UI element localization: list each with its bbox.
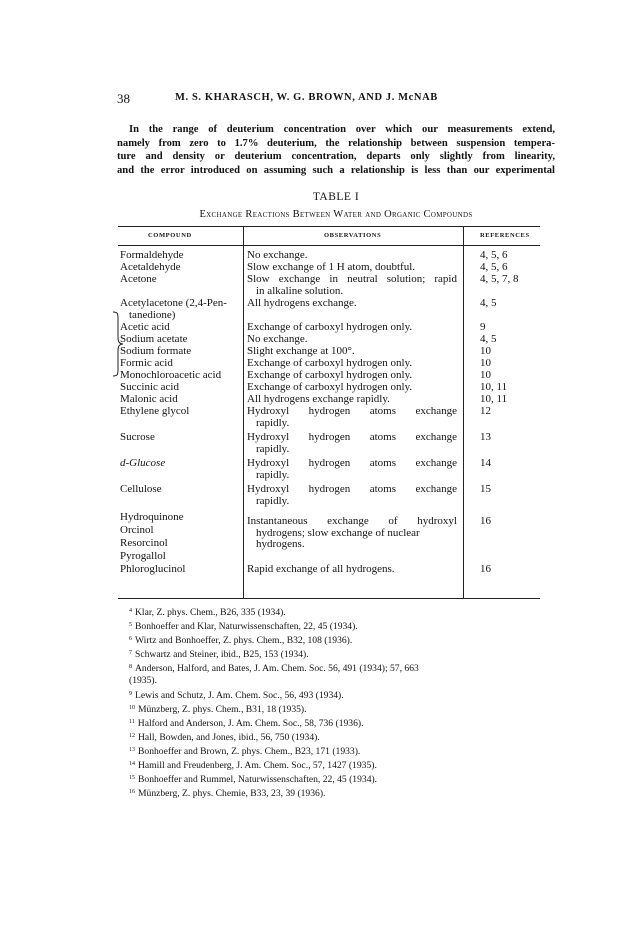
page-header bbox=[117, 91, 555, 107]
footnote-marker: 4 bbox=[129, 608, 132, 614]
observation-line: rapidly. bbox=[256, 494, 290, 507]
observation-cell: No exchange. bbox=[247, 333, 308, 345]
right-brace-icon bbox=[112, 311, 124, 377]
compound-cell bbox=[120, 458, 242, 470]
compound-cell: Sodium acetate bbox=[120, 333, 188, 345]
footnote bbox=[117, 619, 555, 633]
intro-line: ture and density or deuterium concentration, departs only slightly from linearity, bbox=[117, 151, 555, 163]
footnote-text: Hall, Bowden, and Jones, ibid., 56, 750 (1934). bbox=[138, 731, 320, 743]
observation-cell: All hydrogens exchange rapidly. bbox=[247, 393, 390, 405]
compound-cell: Resorcinol bbox=[120, 537, 168, 549]
reference-cell: 10, 11 bbox=[480, 381, 508, 393]
reference-cell: 4, 5, 6 bbox=[480, 249, 508, 261]
compound-cell: Monochloroacetic acid bbox=[120, 369, 222, 381]
compound-line: Acetylacetone (2,4-Pen- bbox=[120, 297, 227, 309]
reference-cell: 10 bbox=[480, 369, 491, 381]
footnote-text: Klar, Z. phys. Chem., B26, 335 (1934). bbox=[135, 607, 286, 618]
observation-cell bbox=[247, 432, 457, 455]
footnote-text: Hamill and Freudenberg, J. Am. Chem. Soc., 57, 1427 (1935). bbox=[138, 760, 377, 772]
observation-line: rapidly. bbox=[256, 442, 290, 455]
compound-cell: Formaldehyde bbox=[120, 249, 184, 261]
footnote-marker: 10 bbox=[129, 704, 135, 711]
footnote-text: Bonhoeffer and Rummel, Naturwissenschaften, 22, 45 (1934). bbox=[138, 774, 378, 786]
footnote-text: Anderson, Halford, and Bates, J. Am. Chem. Soc. 56, 491 (1934); 57, 663 bbox=[135, 663, 419, 675]
table-header-rule bbox=[118, 245, 540, 246]
observation-line: Hydroxyl hydrogen atoms exchange bbox=[247, 431, 457, 443]
intro-line: In the range of deuterium concentration over which our measurements extend, bbox=[129, 124, 555, 135]
compound-cell: Acetic acid bbox=[120, 321, 170, 333]
footnote bbox=[117, 730, 555, 744]
footnotes bbox=[117, 605, 555, 800]
observation-cell: Rapid exchange of all hydrogens. bbox=[247, 563, 395, 575]
reference-cell: 4, 5 bbox=[480, 297, 497, 309]
exchange-reactions-table bbox=[118, 226, 540, 598]
compound-cell: Acetone bbox=[120, 273, 157, 285]
compound-cell: Phloroglucinol bbox=[120, 563, 186, 575]
observation-cell bbox=[247, 516, 457, 551]
footnote-text: Münzberg, Z. phys. Chemie, B33, 23, 39 (1936). bbox=[138, 788, 326, 800]
footnote bbox=[117, 786, 555, 800]
observation-line: Hydroxyl hydrogen atoms exchange bbox=[247, 405, 457, 417]
footnote bbox=[117, 758, 555, 772]
running-title: M. S. KHARASCH, W. G. BROWN, AND J. McNAB bbox=[175, 92, 438, 103]
compound-cell: Sodium formate bbox=[120, 345, 192, 357]
observation-line: Instantaneous exchange of hydroxyl bbox=[247, 515, 457, 527]
observation-line: rapidly. bbox=[256, 468, 290, 481]
reference-cell: 16 bbox=[480, 515, 491, 527]
reference-cell: 12 bbox=[480, 405, 491, 417]
reference-cell: 14 bbox=[480, 457, 491, 469]
compound-cell: Succinic acid bbox=[120, 381, 179, 393]
footnote bbox=[117, 716, 555, 730]
compound-cell: Cellulose bbox=[120, 483, 162, 495]
compound-line: tanedione) bbox=[129, 308, 176, 321]
observation-line: Hydroxyl hydrogen atoms exchange bbox=[247, 457, 457, 469]
compound-cell bbox=[120, 298, 242, 321]
footnote bbox=[117, 772, 555, 786]
footnote-continuation: (1935). bbox=[129, 675, 157, 687]
table-column-divider bbox=[463, 226, 464, 598]
footnote-marker: 8 bbox=[129, 664, 132, 671]
footnote bbox=[117, 688, 555, 702]
reference-cell: 16 bbox=[480, 563, 491, 575]
column-header-observations: OBSERVATIONS bbox=[324, 232, 382, 239]
observation-cell: No exchange. bbox=[247, 249, 308, 261]
footnote-marker: 15 bbox=[129, 775, 135, 782]
observation-cell bbox=[247, 274, 457, 297]
footnote-marker: 14 bbox=[129, 761, 135, 768]
page-number: 38 bbox=[117, 91, 130, 106]
footnote-marker: 16 bbox=[129, 789, 135, 796]
observation-cell: Exchange of carboxyl hydrogen only. bbox=[247, 357, 413, 369]
table-top-rule bbox=[118, 226, 540, 227]
observation-line: Hydroxyl hydrogen atoms exchange bbox=[247, 483, 457, 495]
footnote-text: Wirtz and Bonhoeffer, Z. phys. Chem., B32, 108 (1936). bbox=[135, 635, 353, 647]
observation-line: hydrogens. bbox=[256, 538, 305, 551]
footnote-marker: 6 bbox=[129, 636, 132, 643]
footnote bbox=[117, 702, 555, 716]
compound-cell: Pyrogallol bbox=[120, 550, 166, 562]
observation-cell bbox=[247, 484, 457, 507]
table-column-divider bbox=[243, 226, 244, 598]
observation-line: Slow exchange in neutral solution; rapid bbox=[247, 273, 457, 285]
table-label: TABLE I bbox=[312, 191, 360, 203]
table-bottom-rule bbox=[118, 598, 540, 599]
reference-cell: 10 bbox=[480, 345, 491, 357]
observation-line: in alkaline solution. bbox=[256, 284, 344, 297]
compound-cell: Orcinol bbox=[120, 524, 154, 536]
intro-line: and the error introduced on assuming such a relationship is less than our experimental bbox=[117, 165, 555, 177]
reference-cell: 10, 11 bbox=[480, 393, 508, 405]
reference-cell: 4, 5 bbox=[480, 333, 497, 345]
observation-cell: Exchange of carboxyl hydrogen only. bbox=[247, 369, 413, 381]
reference-cell: 4, 5, 7, 8 bbox=[480, 273, 519, 285]
reference-cell: 10 bbox=[480, 357, 491, 369]
footnote bbox=[117, 744, 555, 758]
footnote-marker: 7 bbox=[129, 650, 132, 657]
reference-cell: 13 bbox=[480, 431, 491, 443]
compound-cell: Hydroquinone bbox=[120, 511, 184, 523]
footnote-text: Münzberg, Z. phys. Chem., B31, 18 (1935). bbox=[138, 703, 307, 715]
footnote-marker: 9 bbox=[129, 690, 132, 697]
table-caption: Exchange Reactions Between Water and Organic Compounds bbox=[199, 209, 473, 220]
observation-cell: Exchange of carboxyl hydrogen only. bbox=[247, 321, 413, 333]
reference-cell: 9 bbox=[480, 321, 486, 333]
footnote-marker: 5 bbox=[129, 622, 132, 629]
intro-line: namely from zero to 1.7% deuterium, the relationship between suspension tempera- bbox=[117, 137, 555, 149]
observation-cell bbox=[247, 406, 457, 429]
footnote bbox=[117, 647, 555, 661]
reference-cell: 4, 5, 6 bbox=[480, 261, 508, 273]
column-header-references: REFERENCES bbox=[480, 232, 530, 239]
footnote-text: Bonhoeffer and Klar, Naturwissenschaften, 22, 45 (1934). bbox=[135, 621, 358, 633]
observation-cell bbox=[247, 458, 457, 481]
footnote-marker: 11 bbox=[129, 718, 135, 725]
observation-line: hydrogens; slow exchange of nuclear bbox=[256, 526, 420, 539]
footnote bbox=[117, 633, 555, 647]
observation-cell: Slight exchange at 100°. bbox=[247, 345, 355, 357]
compound-cell: Sucrose bbox=[120, 431, 155, 443]
compound-cell: Malonic acid bbox=[120, 393, 178, 405]
compound-cell: Acetaldehyde bbox=[120, 261, 181, 273]
compound-cell: Ethylene glycol bbox=[120, 405, 190, 417]
observation-cell: Exchange of carboxyl hydrogen only. bbox=[247, 381, 413, 393]
observation-cell: Slow exchange of 1 H atom, doubtful. bbox=[247, 261, 416, 273]
footnote-text: Bonhoeffer and Brown, Z. phys. Chem., B23, 171 (1933). bbox=[138, 745, 361, 757]
footnote-marker: 12 bbox=[129, 732, 135, 739]
column-header-compound: COMPOUND bbox=[148, 232, 192, 239]
footnote-text: Halford and Anderson, J. Am. Chem. Soc., 58, 736 (1936). bbox=[137, 717, 364, 729]
footnote-marker: 13 bbox=[129, 746, 135, 753]
observation-line: rapidly. bbox=[256, 416, 290, 429]
compound-cell: Formic acid bbox=[120, 357, 173, 369]
compound-italic-text: d-Glucose bbox=[120, 457, 166, 469]
footnote bbox=[117, 661, 555, 675]
intro-paragraph bbox=[117, 123, 555, 178]
footnote-text: Lewis and Schutz, J. Am. Chem. Soc., 56, 493 (1934). bbox=[135, 689, 344, 701]
reference-cell: 15 bbox=[480, 483, 491, 495]
observation-cell: All hydrogens exchange. bbox=[247, 297, 357, 309]
footnote bbox=[117, 605, 555, 619]
footnote-text: Schwartz and Steiner, ibid., B25, 153 (1934). bbox=[135, 649, 309, 661]
